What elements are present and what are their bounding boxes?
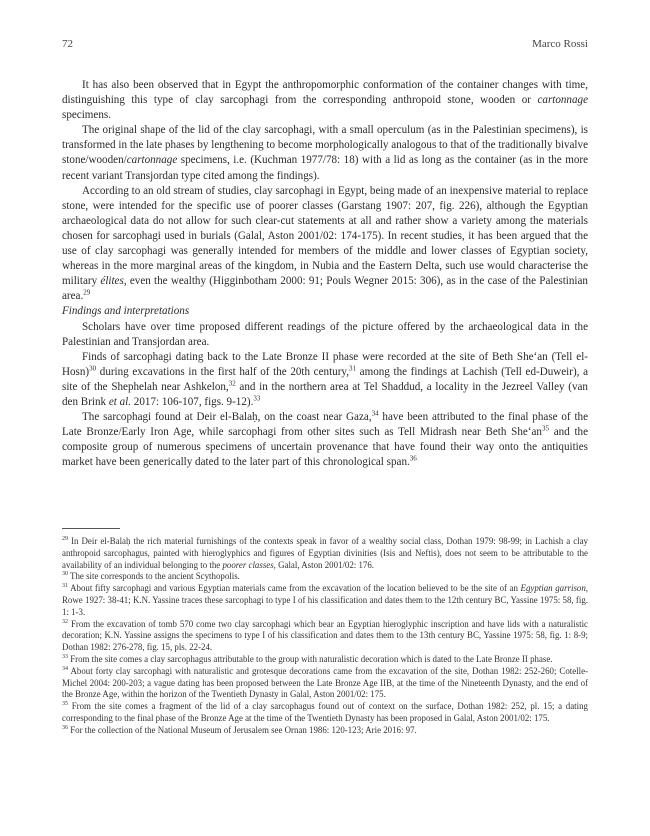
italic-text: poorer classes — [222, 559, 274, 570]
text-run: About fifty sarcophagi and various Egyptian materials came from the excavation of the location believed to be the site of an — [68, 583, 521, 594]
note-ref: 34 — [371, 409, 379, 418]
text-run: and the composite group of numerous specimens of uncertain provenance that have found their way onto the antiquities market have been generically dated to the later part of this chronological span. — [62, 426, 588, 469]
italic-text: cartonnage — [126, 154, 178, 167]
footnote — [62, 666, 588, 701]
text-run: , even the wealthy (Higginbotham 2000: 91; Pouls Wegner 2015: 306), as in the case of the Palestinian area. — [62, 275, 588, 303]
note-ref: 34 — [62, 665, 68, 672]
note-ref: 33 — [253, 394, 261, 403]
footnote — [62, 654, 588, 666]
text-run: From the site comes a fragment of the lid of a clay sarcophagus found out of context on the surface, Dothan 1982: 252, pl. 15; a dating corresponding to the final phase of the Bronze Age at the time of the Twentieth Dynasty has been proposed in Galal, Aston 2001/02: 175. — [62, 701, 588, 723]
paragraph — [62, 320, 588, 350]
note-ref: 36 — [409, 454, 417, 463]
note-ref: 32 — [62, 618, 68, 625]
footnote — [62, 536, 588, 571]
paragraph — [62, 123, 588, 183]
footnote — [62, 619, 588, 654]
text-run: , Galal, Aston 2001/02: 176. — [273, 559, 375, 570]
paragraph — [62, 350, 588, 410]
paragraph — [62, 410, 588, 470]
text-run: In Deir el-Balaḥ the rich material furnishings of the contexts speak in favor of a wealthy social class, Dothan 1979: 98-99; in Lachish a clay anthropoid sarcophagus, painted with hieroglyphics and figures of Egyptian divinities (Isis and Neftis), does not seem to be attributable to the availability of an individual belonging to the — [62, 536, 588, 570]
text-run: About forty clay sarcophagi with naturalistic and grotesque decorations came from the excavation of the site, Dothan 1982: 252-260; Cotelle-Michel 2004: 200-203; a vague dating has been proposed between the Late Bronze Age IIB, at the time of the Nineteenth Dynasty, and the end of the Bronze Age, within the horizon of the Twentieth Dynasty in Galal, Aston 2001/02: 175. — [62, 665, 588, 700]
text-run: have been attributed to the final phase of the Late Bronze/Early Iron Age, while sarcophagi from other sites such as Tell Midrash near Beth She‘an — [62, 411, 589, 439]
main-text — [62, 78, 588, 470]
text-run: For the collection of the National Museum of Jerusalem see Ornan 1986: 120-123; Arie 2016: 97. — [68, 724, 417, 735]
running-header — [62, 38, 588, 54]
italic-text: cartonnage — [537, 94, 588, 107]
italic-text: Egyptian garrison — [520, 583, 586, 594]
note-ref: 29 — [62, 536, 68, 543]
running-head-author: Marco Rossi — [532, 38, 588, 50]
section-heading: Findings and interpretations — [62, 305, 190, 318]
note-ref: 32 — [228, 379, 236, 388]
text-run: The site corresponds to the ancient Scythopolis. — [68, 571, 240, 582]
text-run: and in the northern area at Tel Shaddud, a locality in the Jezreel Valley (van den Brink — [62, 380, 588, 408]
note-ref: 31 — [349, 364, 357, 373]
footnote — [62, 583, 588, 618]
note-ref: 35 — [62, 701, 68, 708]
footnote — [62, 571, 588, 583]
italic-text: et al. — [108, 395, 132, 408]
note-ref: 36 — [62, 724, 68, 731]
note-ref: 29 — [83, 288, 91, 297]
text-run: Scholars have over time proposed different readings of the picture offered by the archaeological data in the Palestinian and Transjordan area. — [62, 320, 588, 348]
text-run: during excavations in the first half of the 20th century, — [96, 365, 350, 378]
note-ref: 33 — [62, 654, 68, 660]
text-run: According to an old stream of studies, clay sarcophagi in Egypt, being made of an inexpensive material to replace stone, were intended for the specific use of poorer classes (Garstang 1907: 207, fig. 226), although the Egyptian archaeological data do not allow for such clear-cut statements at all and rather show a variety among the materials chosen for sarcophagi used in burials (Galal, Aston 2001/02: 174-175). In recent studies, it has been argued that the use of clay sarcophagi was generally intended for members of the middle and lower classes of Egyptian society, whereas in the more marginal areas of the kingdom, in Nubia and the Eastern Delta, such use would characterise the military — [62, 184, 588, 288]
text-run: From the site comes a clay sarcophagus attributable to the group with naturalistic decoration which is dated to the Late Bronze II phase. — [68, 653, 553, 664]
text-run: Finds of sarcophagi dating back to the Late Bronze II phase were recorded at the site of Beth She‘an (Tell el-Hosn) — [62, 350, 588, 378]
text-run: specimens, i.e. (Kuchman 1977/78: 18) with a lid as long as the container (as in the more recent variant Transjordan type cited among the findings). — [62, 154, 588, 182]
note-ref: 31 — [62, 583, 68, 590]
text-run: among the findings at Lachish (Tell ed-Duweir), a site of the Shephelah near Ashkelon, — [62, 365, 588, 393]
note-ref: 30 — [89, 364, 97, 373]
text-run: , Rowe 1927: 38-41; K.N. Yassine traces these sarcophagi to type I of his classification and dates them to the 12th century BC, Yassine 1975: 58, fig. 1: 1-3. — [62, 583, 588, 617]
text-run: From the excavation of tomb 570 come two clay sarcophagi which bear an Egyptian hieroglyphic inscription and have lids with a naturalistic decoration; K.N. Yassine assigns the specimens to type I of his classification and dates them to the 13th century BC, Yassine 1975: 58, fig. 1: 8-9; Dothan 1982: 276-278, fig. 15, pls. 22-24. — [62, 618, 588, 653]
text-run: specimens. — [62, 109, 111, 122]
footnote-separator — [62, 528, 120, 529]
text-run: The original shape of the lid of the clay sarcophagi, with a small operculum (as in the Palestinian specimens), is transformed in the late phases by lengthening to become morphologically analogous to that of the traditionally bivalve stone/wooden/ — [62, 124, 588, 167]
footnote — [62, 701, 588, 725]
note-ref: 30 — [62, 571, 68, 578]
paragraph — [62, 78, 588, 123]
italic-text: élites — [100, 275, 124, 288]
footnotes — [62, 536, 588, 737]
text-run: The sarcophagi found at Deir el-Balaḥ, on the coast near Gaza, — [82, 411, 372, 424]
paragraph — [62, 184, 588, 305]
note-ref: 35 — [541, 424, 549, 433]
footnote — [62, 725, 588, 737]
text-run: 2017: 106-107, figs. 9-12). — [131, 395, 254, 408]
page-number: 72 — [62, 38, 73, 50]
text-run: It has also been observed that in Egypt the anthropomorphic conformation of the container changes with time, distinguishing this type of clay sarcophagi from the corresponding anthropoid stone, wooden or — [62, 79, 588, 107]
